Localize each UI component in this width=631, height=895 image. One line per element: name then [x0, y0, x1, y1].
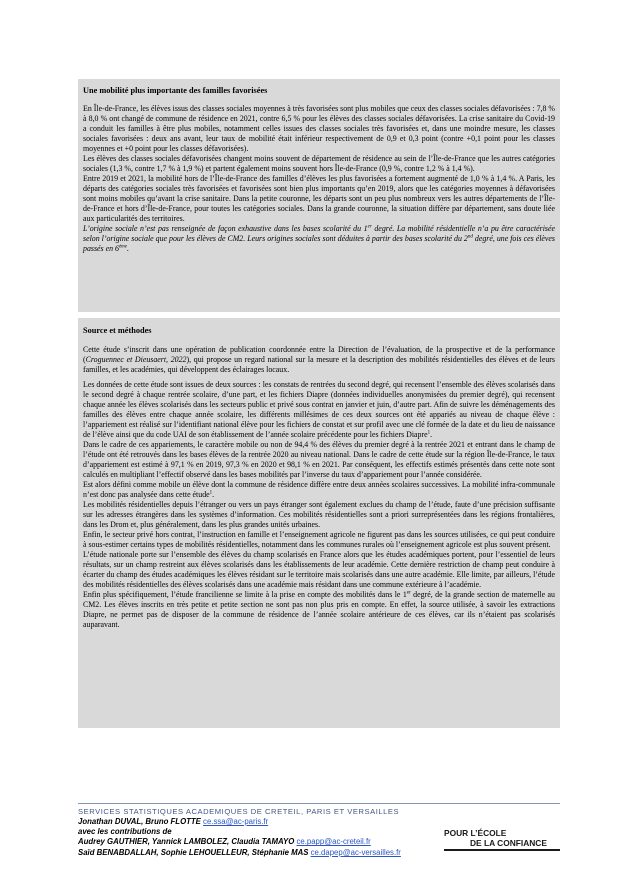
reference: Croguennec et Dieusaert, 2022: [85, 355, 187, 364]
note-text: .: [127, 244, 129, 253]
email-link[interactable]: ce.papp@ac-creteil.fr: [296, 837, 371, 847]
footer-divider: [78, 803, 560, 804]
paragraph: Dans le cadre de ces appariements, le caractère mobile ou non de 94,4 % des élèves du premier degré à la rentrée 2021 et entrant dans le champ de l’étude ont été retrouvés dans les bases élèves de la rentrée 2020 au niveau national. Dans le cadre de cette étude sur la région Île-de-France, le taux d’appariement est estimé à 97,1 % en 2019, 97,3 % en 2020 et 98,1 % en 2021. Par conséquent, les effectifs estimés présentés dans cette note sont calculés en multipliant l’effectif observé dans les bases mobilités par l’inverse du taux d’appariement pour l’année considérée.: [83, 440, 555, 479]
superscript: er: [367, 224, 372, 230]
superscript: er: [406, 590, 411, 596]
logo-line: POUR L’ÉCOLE: [444, 828, 507, 838]
italic-note: [83, 224, 555, 254]
paragraph: L’étude nationale porte sur l’ensemble des élèves du champ scolarisés en France alors que les études académiques portent, pour l’essentiel de leurs résultats, sur un champ restreint aux élèves scolarisés dans les établissements de leur académie. Cette dernière restriction de champ peut conduire à écarter du champ des études académiques les élèves résidant sur le territoire mais scolarisés dans une autre académie. Elle limite, par ailleurs, l’étude des mobilités résidentielles des élèves scolarisés dans une académie mais résidant dans une commune extérieure à l’académie.: [83, 550, 555, 589]
ecole-confiance-logo: [444, 828, 560, 851]
paragraph: [83, 480, 555, 500]
paragraph: [83, 380, 555, 440]
paragraph-text: Cette étude s’inscrit dans une opération de publication coordonnée entre la Direction de l’évaluation, de la prospective et de la performance (: [83, 345, 555, 364]
paragraph-text: .: [430, 430, 433, 439]
credit-line: [78, 817, 458, 827]
note-text: degré, une fois ces élèves passés en 6: [83, 234, 555, 253]
email-link[interactable]: ce.ssa@ac-paris.fr: [203, 817, 269, 826]
box-title: Une mobilité plus importante des familles favorisées: [83, 86, 268, 95]
credit-line: [78, 848, 458, 858]
paragraph-text: Enfin plus spécifiquement, l’étude francilienne se limite à la prise en compte des mobilités dans le 1: [83, 590, 407, 599]
note-text: degré. La mobilité résidentielle n’a pu être caractérisée selon l’origine sociale que pour les élèves de CM2. Leurs origines sociales sont déduites à partir des bases scolarité du 2: [83, 224, 555, 243]
paragraph: Les mobilités résidentielles depuis l’étranger ou vers un pays étranger sont également exclues du champ de l’étude, faute d’une précision suffisante sur les adresses étrangères dans les systèmes d’information. Ces mobilités résidentielles sont a priori surreprésentées dans les régions frontalières, dans les Drom et, plus généralement, dans les plus grandes unités urbaines.: [83, 500, 555, 529]
footnote-marker: 1: [427, 430, 431, 436]
social-mobility-box: [78, 79, 560, 312]
email-link[interactable]: ce.dapep@ac-versailles.fr: [310, 847, 401, 857]
paragraph: En Île-de-France, les élèves issus des classes sociales moyennes à très favorisées sont plus mobiles que ceux des classes sociales défavorisées : 7,8 % à 8,0 % ont changé de commune de résidence en 2021, contre 6,5 % pour les élèves des classes sociales défavorisées. La crise sanitaire du Covid-19 a conduit les familles à être plus mobiles, notamment celles issues des classes sociales très favorisées et, dans une moindre mesure, les classes sociales favorisées : deux ans avant, leur taux de mobilité était inférieur respectivement de 0,9 et 0,3 point (contre +0,1 point pour les classes moyennes et +0 point pour les classes défavorisées).: [83, 104, 555, 153]
services-heading: SERVICES STATISTIQUES ACADEMIQUES DE CRETEIL, PARIS ET VERSAILLES: [78, 807, 400, 816]
footer-credits: [78, 806, 458, 858]
paragraph-text: degré, de la grande section de maternelle au CM2. Les élèves inscrits en très petite et petite section ne sont pas non plus pris en compte. En effet, la source utilisée, à savoir les extractions Diapre, ne permet pas de disposer de la commune de résidence de l’année scolaire antérieure de ces élèves, car ils n’étaient pas scolarisés auparavant.: [83, 590, 555, 629]
paragraph-text: ), qui propose un regard national sur la mesure et la description des mobilités résidentielles des élèves et de leurs familles, et les académies, qui développent des éclairages locaux.: [83, 355, 555, 374]
footnote-marker: 1: [209, 490, 213, 496]
paragraph: [83, 590, 555, 630]
logo-underline: [444, 849, 560, 851]
superscript: nd: [467, 234, 473, 240]
paragraph: Entre 2019 et 2021, la mobilité hors de l’Île-de-France des familles d’élèves les plus favorisées a fortement augmenté de 1,0 % à 1,4 %. A Paris, les départs des catégories sociales très favorisées et favorisées sont bien plus importants qu’en 2019, alors que les catégories moyennes à défavorisées sont moins mobiles qu’avant la crise sanitaire. Dans la petite couronne, les départs sont un peu plus nombreux vers les autres départements de l’Île-de-France et hors d’Île-de-France, pour toutes les catégories sociales. Dans la grande couronne, la situation diffère par département, sans doute liée aux particularités des territoires.: [83, 174, 555, 223]
paragraph-text: Est alors défini comme mobile un élève dont la commune de résidence diffère entre deux années scolaires successives. La mobilité infra-communale n’est donc pas analysée dans cette étude: [83, 480, 555, 499]
author-names: Jonathan DUVAL, Bruno FLOTTE: [78, 817, 204, 826]
paragraph: Les élèves des classes sociales défavorisées changent moins souvent de département de résidence au sein de l’Île-de-France que les autres catégories sociales (1,3 %, contre 1,7 % à 1,9 %) et partent également moins souvent hors Île-de-France (0,9 %, contre 1,2 % à 1,4 %).: [83, 154, 555, 173]
author-names: Saïd BENABDALLAH, Sophie LEHOUELLEUR, Stéphanie MAS: [78, 847, 311, 857]
logo-line: DE LA CONFIANCE: [470, 838, 547, 848]
credit-line: [78, 837, 458, 847]
note-text: L’origine sociale n’est pas renseignée de façon exhaustive dans les bases scolarité du 1: [83, 224, 368, 233]
credit-line: avec les contributions de: [78, 827, 172, 837]
sources-methods-box: [78, 318, 560, 728]
author-names: Audrey GAUTHIER, Yannick LAMBOLEZ, Claudia TAMAYO: [78, 837, 297, 847]
paragraph-text: Les données de cette étude sont issues de deux sources : les constats de rentrées du second degré, qui recensent l’ensemble des élèves scolarisés dans le second degré à chaque rentrée scolaire, d’une part, et les fichiers Diapre (données individuelles anonymisées du premier degré), qui recensent chaque année les élèves scolarisés dans les secteurs public et privé sous contrat en janvier et juin, d’autre part. Afin de suivre les déménagements des familles des élèves entre chaque année scolaire, les différents millésimes de ces deux sources ont été appariés au niveau de chaque élève : l’appariement est réalisé sur l’identifiant national élève pour les fichiers de constat et sur profil avec une clé formée de la date et du lieu de naissance de l’élève ainsi que du code UAI de son établissement de l’année scolaire précédente pour les fichiers Diapre: [83, 380, 555, 439]
paragraph-text: .: [212, 490, 215, 499]
paragraph: [83, 345, 555, 375]
superscript: ème: [118, 244, 128, 250]
paragraph: Enfin, le secteur privé hors contrat, l’instruction en famille et l’enseignement agricole ne figurent pas dans les sources utilisées, ce qui peut conduire à sous-estimer certains types de mobilités résidentielles, notamment dans les communes rurales où l’enseignement agricole est plus souvent présent.: [83, 530, 555, 549]
box-title: Source et méthodes: [83, 326, 152, 335]
